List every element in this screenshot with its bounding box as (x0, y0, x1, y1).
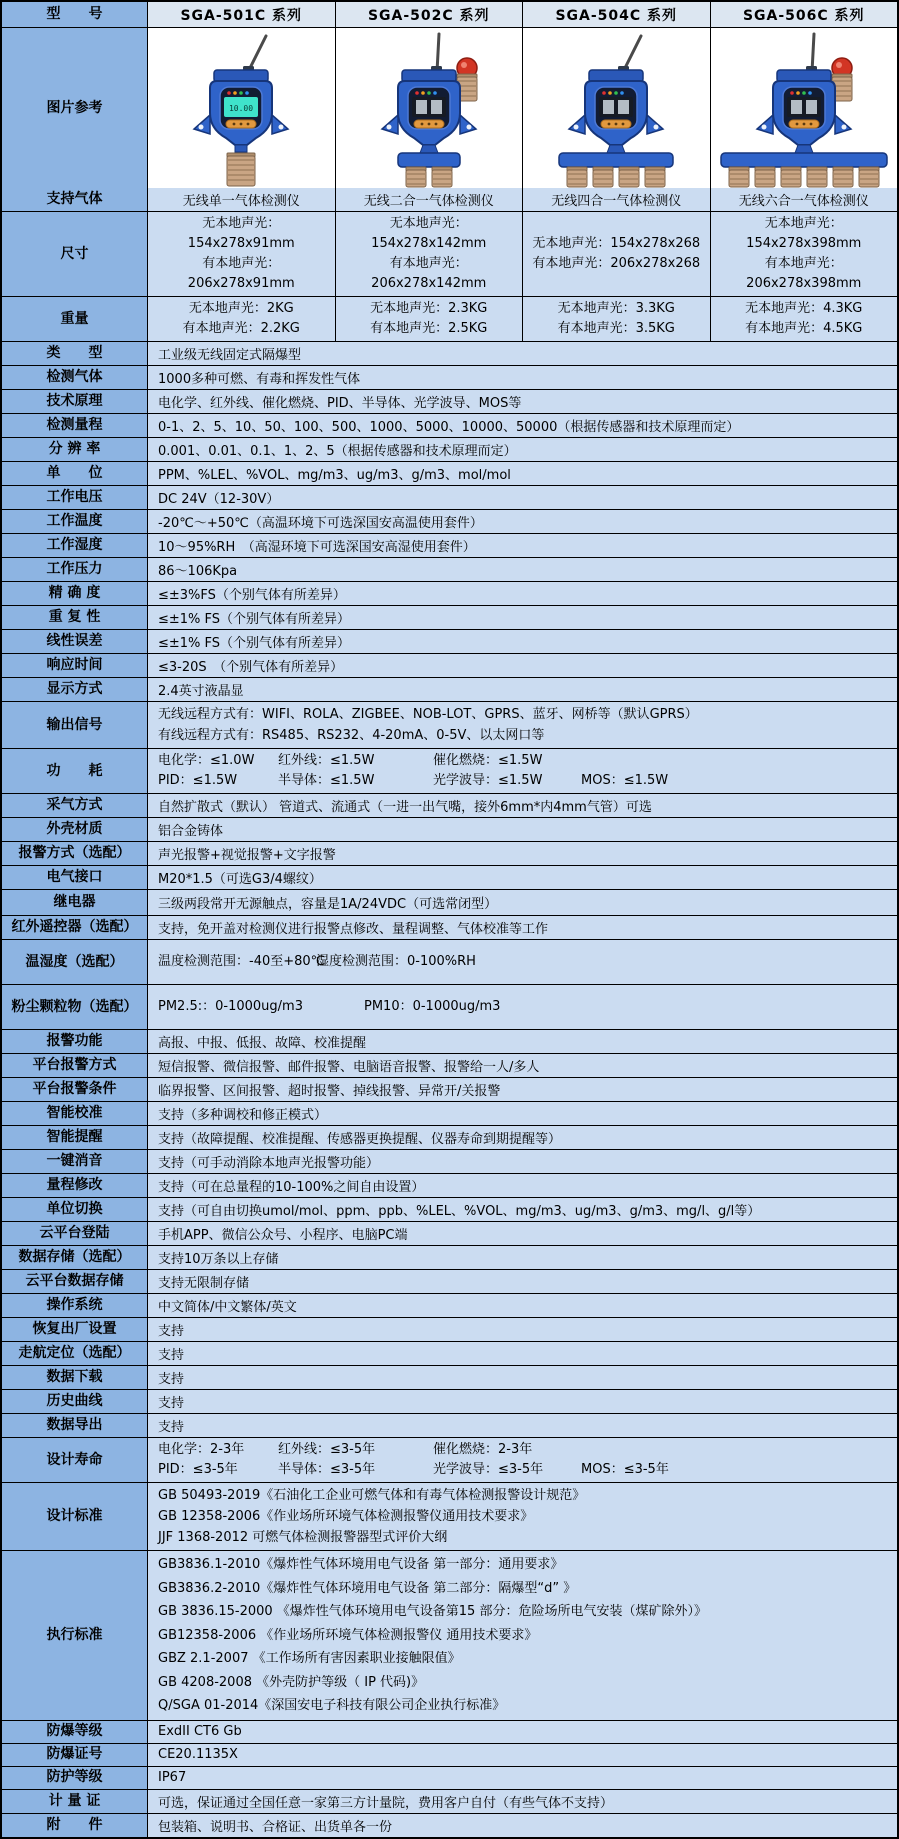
spec-segment: 湿度检测范围：0-100%RH (316, 954, 476, 969)
spec-row-14 (2, 605, 897, 629)
spec-row-39 (2, 1293, 897, 1317)
spec-row-label: 执行标准 (2, 1551, 148, 1720)
spec-row-value: 支持（可在总量程的10-100%之间自由设置） (148, 1174, 897, 1197)
spec-row-value: 1000多种可燃、有毒和挥发性气体 (148, 366, 897, 389)
spec-row-47 (2, 1550, 897, 1720)
spec-row-label: 技术原理 (2, 390, 148, 413)
spec-line: 无本地声光：154x278x91mm (187, 216, 295, 251)
spec-row-label: 防爆等级 (2, 1721, 148, 1743)
spec-row-label: 量程修改 (2, 1174, 148, 1197)
spec-row-label: 数据导出 (2, 1414, 148, 1437)
spec-row-13 (2, 581, 897, 605)
spec-row-value: 支持（可手动消除本地声光报警功能） (148, 1150, 897, 1173)
spec-row-value: 支持（可自由切换umol/mol、ppm、ppb、%LEL、%VOL、mg/m3、ug/m3、g/m3、mg/l、g/l等） (148, 1198, 897, 1221)
spec-row-label: 电气接口 (2, 866, 148, 889)
spec-line: 有本地声光：4.5KG (745, 321, 863, 336)
spec-segment: 红外线：≤3-5年 (278, 1442, 376, 1457)
spec-row-value: ≤±1% FS（个别气体有所差异） (148, 630, 897, 653)
spec-row-value (148, 749, 897, 793)
spec-row-label: 工作温度 (2, 510, 148, 533)
spec-row-52 (2, 1813, 897, 1837)
spec-row-44 (2, 1413, 897, 1437)
spec-line: 有本地声光：206x278x91mm (187, 256, 295, 291)
spec-row-label: 恢复出厂设置 (2, 1318, 148, 1341)
spec-row-value: 支持（多种调校和修正模式） (148, 1102, 897, 1125)
spec-line: GB 3836.15-2000 《爆炸性气体环境用电气设备第15 部分：危险场所电气安装（煤矿除外）》 (158, 1604, 707, 1619)
spec-row-18 (2, 701, 897, 748)
spec-segment: 催化燃烧：2-3年 (433, 1442, 533, 1457)
spec-line: GB3836.2-2010《爆炸性气体环境用电气设备 第二部分：隔爆型“d” 》 (158, 1580, 577, 1596)
spec-row-label: 一键消音 (2, 1150, 148, 1173)
spec-row-28 (2, 1029, 897, 1053)
spec-row-label: 智能提醒 (2, 1126, 148, 1149)
spec-row-value: 临界报警、区间报警、超时报警、掉线报警、异常开/关报警 (148, 1078, 897, 1101)
table-header-row (2, 2, 897, 27)
spec-row-label: 智能校准 (2, 1102, 148, 1125)
spec-line: 有本地声光：206x278x142mm (371, 256, 487, 291)
spec-row-label: 工作压力 (2, 558, 148, 581)
spec-row-value: ≤±1% FS（个别气体有所差异） (148, 606, 897, 629)
spec-row-label: 设计标准 (2, 1483, 148, 1550)
spec-row-2 (2, 296, 897, 341)
spec-line: 有本地声光：2.5KG (370, 321, 488, 336)
sga-502c-device-illustration (336, 28, 524, 188)
spec-row-24 (2, 889, 897, 915)
header-model-sga-506c: SGA-506C 系列 (711, 2, 898, 27)
spec-line: 有本地声光：206x278x268 (532, 256, 701, 271)
spec-row-label: 数据下载 (2, 1366, 148, 1389)
spec-line: GBZ 2.1-2007 《工作场所有害因素职业接触限值》 (158, 1651, 461, 1666)
spec-row-label: 走航定位（选配） (2, 1342, 148, 1365)
spec-row-value: 支持无限制存储 (148, 1270, 897, 1293)
spec-row-40 (2, 1317, 897, 1341)
spec-row-value (148, 985, 897, 1029)
spec-row-49 (2, 1743, 897, 1766)
spec-row-8 (2, 461, 897, 485)
svg-text:10.00: 10.00 (229, 104, 254, 113)
spec-row-value: 2.4英寸液晶显 (148, 678, 897, 701)
spec-line (158, 952, 887, 972)
spec-row-label: 显示方式 (2, 678, 148, 701)
spec-row-1 (2, 211, 897, 296)
spec-line: GB 50493-2019《石油化工企业可燃气体和有毒气体检测报警设计规范》 (158, 1488, 586, 1503)
spec-row-value: 支持 (148, 1414, 897, 1437)
spec-row-label: 历史曲线 (2, 1390, 148, 1413)
spec-segment: PM10：0-1000ug/m3 (364, 999, 501, 1014)
spec-cell-model-1: 无线二合一气体检测仪 (336, 188, 524, 211)
spec-row-value: 支持 (148, 1390, 897, 1413)
spec-row-3 (2, 341, 897, 365)
spec-segment: MOS：≤1.5W (581, 773, 669, 788)
spec-row-7 (2, 437, 897, 461)
spec-cell-model-3: 无线六合一气体检测仪 (711, 188, 898, 211)
spec-row-45 (2, 1437, 897, 1482)
spec-row-35 (2, 1197, 897, 1221)
spec-segment: 半导体：≤3-5年 (278, 1462, 376, 1477)
spec-line (158, 997, 887, 1017)
spec-cell-model-1 (336, 297, 524, 341)
spec-row-value: 可选，保证通过全国任意一家第三方计量院，费用客户自付（有些气体不支持） (148, 1790, 897, 1813)
spec-line: 无本地声光：2KG (188, 301, 294, 316)
spec-row-22 (2, 841, 897, 865)
spec-row-label: 分 辨 率 (2, 438, 148, 461)
spec-row-label: 外壳材质 (2, 818, 148, 841)
spec-row-33 (2, 1149, 897, 1173)
spec-row-20 (2, 793, 897, 817)
spec-row-26 (2, 939, 897, 984)
spec-row-value: PPM、%LEL、%VOL、mg/m3、ug/m3、g/m3、mol/mol (148, 462, 897, 485)
spec-row-label: 重 复 性 (2, 606, 148, 629)
spec-row-11 (2, 533, 897, 557)
spec-row-25 (2, 915, 897, 939)
spec-segment: 电化学：≤1.0W (158, 753, 255, 768)
sga-504c-device-illustration (523, 28, 711, 188)
spec-cell-model-0 (148, 297, 336, 341)
spec-row-16 (2, 653, 897, 677)
spec-row-label: 尺寸 (2, 212, 148, 296)
spec-line: 无本地声光：3.3KG (557, 301, 675, 316)
spec-row-38 (2, 1269, 897, 1293)
spec-row-label: 红外遥控器（选配） (2, 916, 148, 939)
spec-row-label: 温湿度（选配） (2, 940, 148, 984)
spec-segment: 红外线：≤1.5W (278, 753, 375, 768)
spec-row-5 (2, 389, 897, 413)
spec-row-value (148, 1438, 897, 1482)
spec-row-17 (2, 677, 897, 701)
spec-segment: 半导体：≤1.5W (278, 773, 375, 788)
spec-row-label: 采气方式 (2, 794, 148, 817)
spec-row-21 (2, 817, 897, 841)
spec-row-label: 检测气体 (2, 366, 148, 389)
spec-row-value: CE20.1135X (148, 1744, 897, 1766)
spec-row-34 (2, 1173, 897, 1197)
spec-row-4 (2, 365, 897, 389)
spec-segment: PID：≤1.5W (158, 773, 238, 788)
spec-row-27 (2, 984, 897, 1029)
spec-row-46 (2, 1482, 897, 1550)
spec-row-label: 报警方式（选配） (2, 842, 148, 865)
sga-501c-device-illustration (148, 28, 336, 188)
spec-row-label: 单位切换 (2, 1198, 148, 1221)
spec-cell-model-2 (523, 297, 711, 341)
spec-row-label: 输出信号 (2, 702, 148, 748)
spec-line: GB3836.1-2010《爆炸性气体环境用电气设备 第一部分：通用要求》 (158, 1557, 564, 1572)
spec-row-value: ≤3-20S （个别气体有所差异） (148, 654, 897, 677)
header-model-sga-504c: SGA-504C 系列 (523, 2, 711, 27)
spec-row-value: 声光报警+视觉报警+文字报警 (148, 842, 897, 865)
spec-row-value: 支持，免开盖对检测仪进行报警点修改、量程调整、气体校准等工作 (148, 916, 897, 939)
sga-506c-device-illustration (711, 28, 898, 188)
spec-cell-model-2 (523, 212, 711, 296)
spec-cell-model-0: 无线单一气体检测仪 (148, 188, 336, 211)
spec-row-value: 10～95%RH （高湿环境下可选深国安高湿使用套件） (148, 534, 897, 557)
spec-row-32 (2, 1125, 897, 1149)
spec-segment: PID：≤3-5年 (158, 1462, 238, 1477)
spec-line: 无线远程方式有：WIFI、ROLA、ZIGBEE、NOB-LOT、GPRS、蓝牙、网桥等（默认GPRS） (158, 707, 698, 722)
spec-cell-model-2: 无线四合一气体检测仪 (523, 188, 711, 211)
spec-row-label: 计 量 证 (2, 1790, 148, 1813)
spec-line (158, 751, 887, 771)
spec-row-value: 支持10万条以上存储 (148, 1246, 897, 1269)
spec-row-label: 单 位 (2, 462, 148, 485)
spec-line (158, 1440, 887, 1460)
spec-row-value: M20*1.5（可选G3/4螺纹） (148, 866, 897, 889)
spec-row-label: 支持气体 (2, 188, 148, 211)
spec-row-label: 精 确 度 (2, 582, 148, 605)
spec-line: GB 12358-2006《作业场所环境气体检测报警仪通用技术要求》 (158, 1509, 534, 1524)
spec-line: 无本地声光：4.3KG (745, 301, 863, 316)
spec-row-value: 支持 (148, 1366, 897, 1389)
spec-row-43 (2, 1389, 897, 1413)
spec-row-51 (2, 1789, 897, 1813)
spec-row-value (148, 1483, 897, 1550)
spec-line: 无本地声光：154x278x398mm (746, 216, 862, 251)
spec-row-value: ExdII CT6 Gb (148, 1721, 897, 1743)
spec-line: Q/SGA 01-2014《深国安电子科技有限公司企业执行标准》 (158, 1698, 506, 1713)
image-row-label: 图片参考 (2, 28, 148, 188)
spec-row-31 (2, 1101, 897, 1125)
spec-row-label: 防护等级 (2, 1767, 148, 1789)
spec-row-value: DC 24V（12-30V） (148, 486, 897, 509)
spec-row-6 (2, 413, 897, 437)
spec-row-label: 平台报警条件 (2, 1078, 148, 1101)
spec-row-36 (2, 1221, 897, 1245)
spec-row-30 (2, 1077, 897, 1101)
spec-row-value: 包装箱、说明书、合格证、出货单各一份 (148, 1814, 897, 1837)
spec-line: GB 4208-2008 《外壳防护等级（ IP 代码)》 (158, 1674, 425, 1690)
spec-row-value: IP67 (148, 1767, 897, 1789)
spec-line: 有本地声光：206x278x398mm (746, 256, 862, 291)
spec-row-value: -20℃～+50℃（高温环境下可选深国安高温使用套件） (148, 510, 897, 533)
spec-row-29 (2, 1053, 897, 1077)
spec-rows-container (2, 188, 897, 1837)
spec-segment: 光学波导：≤1.5W (433, 773, 543, 788)
spec-row-label: 工作电压 (2, 486, 148, 509)
spec-row-value: 自然扩散式（默认） 管道式、流通式（一进一出气嘴，接外6mm*内4mm气管）可选 (148, 794, 897, 817)
spec-row-value: 0.001、0.01、0.1、1、2、5（根据传感器和技术原理而定） (148, 438, 897, 461)
spec-row-label: 云平台登陆 (2, 1222, 148, 1245)
spec-row-19 (2, 748, 897, 793)
spec-row-label: 功 耗 (2, 749, 148, 793)
spec-row-label: 云平台数据存储 (2, 1270, 148, 1293)
spec-row-41 (2, 1341, 897, 1365)
spec-row-label: 检测量程 (2, 414, 148, 437)
spec-line: 无本地声光：154x278x268 (532, 236, 701, 251)
spec-line (158, 771, 887, 791)
spec-row-value (148, 702, 897, 748)
spec-row-label: 附 件 (2, 1814, 148, 1837)
spec-row-value: ≤±3%FS（个别气体有所差异） (148, 582, 897, 605)
spec-row-23 (2, 865, 897, 889)
spec-row-value: 铝合金铸体 (148, 818, 897, 841)
spec-cell-model-0 (148, 212, 336, 296)
spec-row-value: 手机APP、微信公众号、小程序、电脑PC端 (148, 1222, 897, 1245)
spec-row-label: 粉尘颗粒物（选配） (2, 985, 148, 1029)
spec-row-37 (2, 1245, 897, 1269)
spec-row-value: 工业级无线固定式隔爆型 (148, 342, 897, 365)
spec-row-label: 线性误差 (2, 630, 148, 653)
spec-line: 有本地声光：2.2KG (182, 321, 300, 336)
spec-row-label: 防爆证号 (2, 1744, 148, 1766)
header-model-label: 型 号 (2, 2, 148, 27)
spec-line: 有本地声光：3.5KG (557, 321, 675, 336)
spec-row-label: 报警功能 (2, 1030, 148, 1053)
spec-cell-model-3 (711, 212, 898, 296)
spec-row-value: 短信报警、微信报警、邮件报警、电脑语音报警、报警给一人/多人 (148, 1054, 897, 1077)
spec-row-15 (2, 629, 897, 653)
spec-row-value: 电化学、红外线、催化燃烧、PID、半导体、光学波导、MOS等 (148, 390, 897, 413)
spec-row-value: 支持（故障提醒、校准提醒、传感器更换提醒、仪器寿命到期提醒等） (148, 1126, 897, 1149)
image-reference-row (2, 27, 897, 188)
spec-line (158, 1460, 887, 1480)
spec-segment: 温度检测范围：-40至+80℃ (158, 954, 326, 969)
spec-segment: MOS：≤3-5年 (581, 1462, 669, 1477)
spec-row-12 (2, 557, 897, 581)
spec-row-value: 0-1、2、5、10、50、100、500、1000、5000、10000、50000（根据传感器和技术原理而定） (148, 414, 897, 437)
spec-row-value: 支持 (148, 1342, 897, 1365)
spec-line: JJF 1368-2012 可燃气体检测报警器型式评价大纲 (158, 1530, 448, 1545)
spec-row-value (148, 940, 897, 984)
spec-row-label: 工作湿度 (2, 534, 148, 557)
spec-row-label: 类 型 (2, 342, 148, 365)
header-model-sga-502c: SGA-502C 系列 (336, 2, 524, 27)
spec-line: 有线远程方式有：RS485、RS232、4-20mA、0-5V、以太网口等 (158, 728, 545, 743)
spec-row-label: 数据存储（选配） (2, 1246, 148, 1269)
spec-line: GB12358-2006 《作业场所环境气体检测报警仪 通用技术要求》 (158, 1627, 538, 1643)
spec-line: 无本地声光：2.3KG (370, 301, 488, 316)
spec-segment: 光学波导：≤3-5年 (433, 1462, 544, 1477)
spec-segment: PM2.5:：0-1000ug/m3 (158, 999, 303, 1014)
spec-row-50 (2, 1766, 897, 1789)
spec-line: 无本地声光：154x278x142mm (371, 216, 487, 251)
spec-row-label: 继电器 (2, 890, 148, 915)
spec-row-label: 操作系统 (2, 1294, 148, 1317)
spec-cell-model-3 (711, 297, 898, 341)
spec-row-42 (2, 1365, 897, 1389)
spec-row-48 (2, 1720, 897, 1743)
spec-row-value: 86～106Kpa (148, 558, 897, 581)
spec-segment: 催化燃烧：≤1.5W (433, 753, 543, 768)
spec-row-value: 支持 (148, 1318, 897, 1341)
spec-row-9 (2, 485, 897, 509)
spec-row-label: 平台报警方式 (2, 1054, 148, 1077)
spec-row-value: 高报、中报、低报、故障、校准提醒 (148, 1030, 897, 1053)
spec-cell-model-1 (336, 212, 524, 296)
spec-row-label: 重量 (2, 297, 148, 341)
spec-row-value: 中文简体/中文繁体/英文 (148, 1294, 897, 1317)
header-model-sga-501c: SGA-501C 系列 (148, 2, 336, 27)
spec-row-value (148, 1551, 897, 1720)
spec-row-label: 设计寿命 (2, 1438, 148, 1482)
spec-row-10 (2, 509, 897, 533)
spec-segment: 电化学：2-3年 (158, 1442, 245, 1457)
spec-row-label: 响应时间 (2, 654, 148, 677)
spec-row-value: 三级两段常开无源触点，容量是1A/24VDC（可选常闭型） (148, 890, 897, 915)
spec-row-0 (2, 188, 897, 211)
